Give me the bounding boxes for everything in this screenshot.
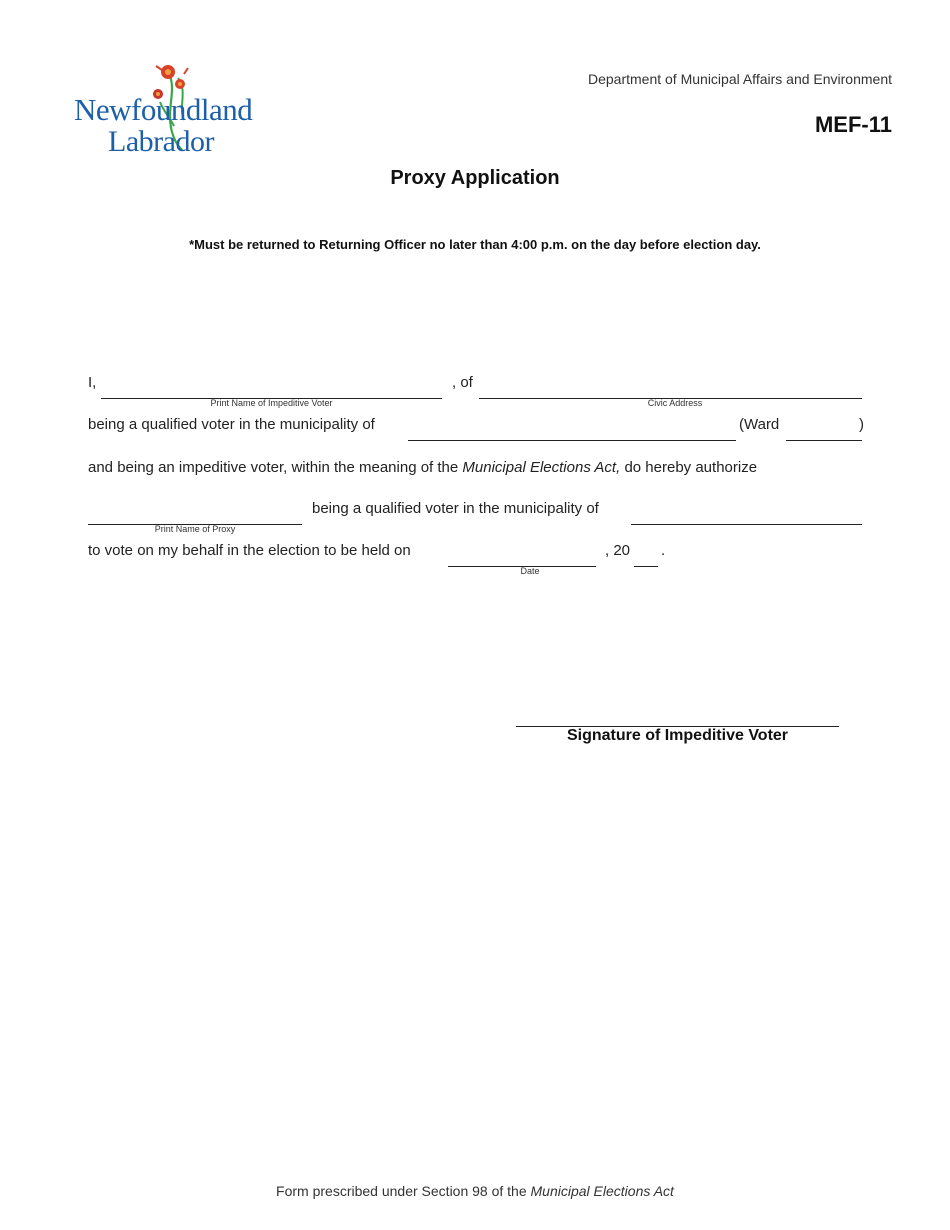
municipality-field[interactable] bbox=[408, 440, 736, 441]
return-notice: *Must be returned to Returning Officer no later than 4:00 p.m. on the day before election day. bbox=[189, 237, 761, 252]
footer bbox=[0, 1183, 950, 1199]
form-number: MEF-11 bbox=[814, 112, 892, 137]
line3-after: do hereby authorize bbox=[624, 459, 758, 476]
logo-text-labrador: Labrador bbox=[108, 125, 214, 158]
ward-open: (Ward bbox=[739, 416, 780, 433]
line1-of: , of bbox=[452, 374, 473, 391]
line2-text: being a qualified voter in the municipality of bbox=[88, 416, 375, 433]
civic-address-caption: Civic Address bbox=[647, 398, 703, 408]
proxy-municipality-field[interactable] bbox=[631, 524, 862, 525]
footer-act: Municipal Elections Act bbox=[530, 1183, 674, 1199]
voter-name-caption: Print Name of Impeditive Voter bbox=[210, 398, 333, 408]
line5-text: to vote on my behalf in the election to be held on bbox=[88, 542, 411, 559]
page-title: Proxy Application bbox=[390, 167, 560, 189]
line3-before: and being an impeditive voter, within the meaning of the bbox=[88, 459, 459, 476]
line5-end: . bbox=[661, 542, 666, 559]
line1-prefix: I, bbox=[88, 374, 97, 391]
line4-text: being a qualified voter in the municipality of bbox=[312, 500, 599, 517]
ward-close: ) bbox=[859, 416, 864, 433]
ward-field[interactable] bbox=[786, 440, 862, 441]
logo-text-newfoundland: Newfoundland bbox=[74, 92, 253, 127]
election-year-field[interactable] bbox=[634, 566, 658, 567]
line5-year-prefix: , 20 bbox=[605, 542, 631, 559]
department-name: Department of Municipal Affairs and Environment bbox=[587, 71, 892, 87]
line3-act: Municipal Elections Act, bbox=[462, 459, 621, 476]
signature-label: Signature of Impeditive Voter bbox=[566, 727, 789, 744]
proxy-name-caption: Print Name of Proxy bbox=[154, 524, 236, 534]
election-date-caption: Date bbox=[520, 566, 540, 576]
footer-text: Form prescribed under Section 98 of the bbox=[276, 1183, 527, 1199]
line3-text bbox=[88, 459, 757, 476]
